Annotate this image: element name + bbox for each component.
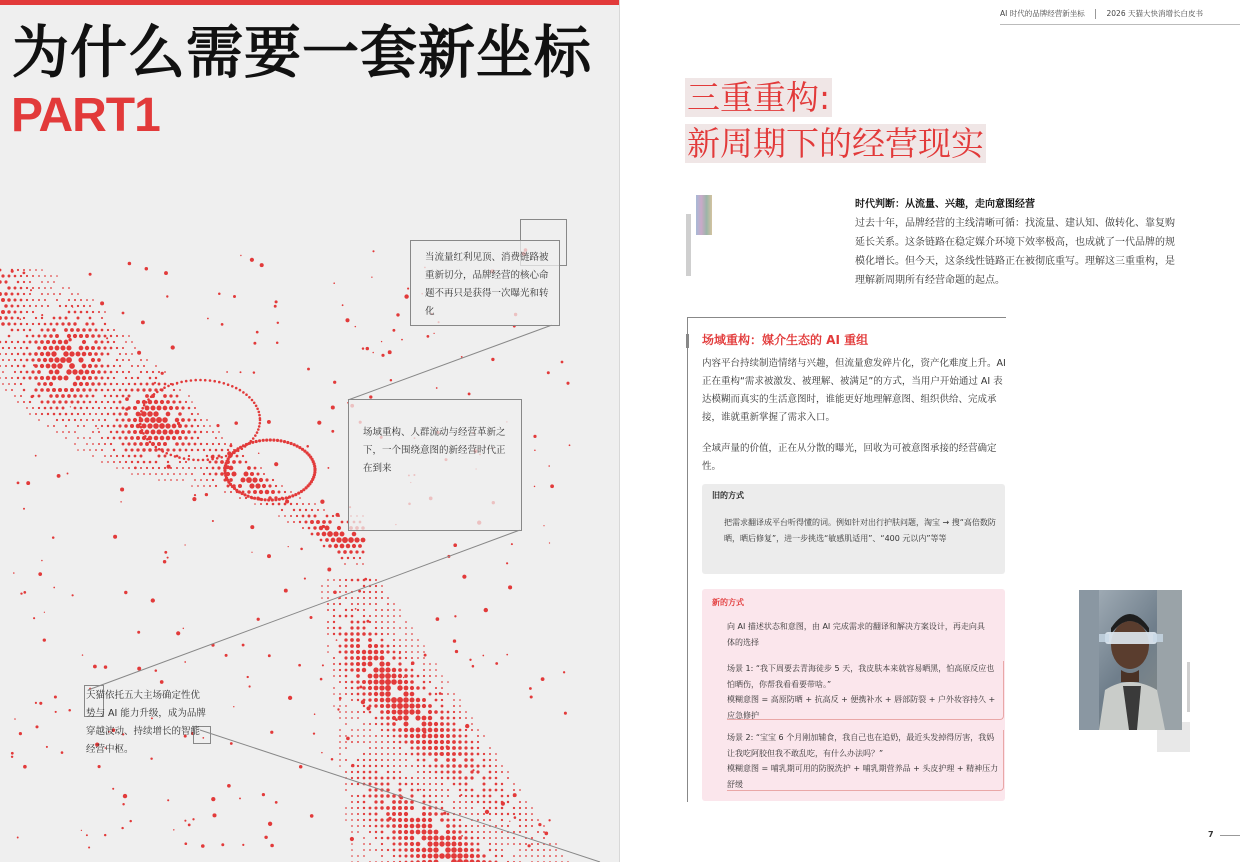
new-way-title: 新的方式 xyxy=(712,598,744,607)
section-frame-tick xyxy=(686,334,689,348)
new-way-intro: 向 AI 描述状态和意图，由 AI 完成需求的翻译和解决方案设计，再走向具体的选择 xyxy=(727,622,985,647)
body-paragraph-1: 内容平台持续制造情绪与兴趣，但流量愈发碎片化，资产化难度上升。AI 正在重构“需求被激发、被理解、被满足”的方式，当用户开始通过 AI 表达模糊而真实的生活意图时，谁能更好地理解意图、组织供给、完成承接，谁就重新掌握了需求入口。 xyxy=(702,358,1006,423)
decorative-grey-bar xyxy=(686,214,691,276)
photo-side-bar xyxy=(1187,662,1190,712)
header-separator xyxy=(1095,9,1096,19)
header-rule xyxy=(1000,24,1240,25)
callout-1 xyxy=(410,240,560,326)
sub-section-title: 场域重构：媒介生态的 AI 重组 xyxy=(702,333,869,347)
decorative-color-strip xyxy=(696,195,712,235)
intro-block xyxy=(855,195,1180,290)
running-header xyxy=(1000,8,1203,19)
callout-2 xyxy=(348,399,522,531)
page-number-rule xyxy=(1220,835,1240,836)
callout-1-text: 当流量红利见顶、消费链路被重新切分，品牌经营的核心命题不再只是获得一次曝光和转化 xyxy=(425,252,549,317)
part-label: PART1 xyxy=(11,89,160,142)
intro-body: 过去十年，品牌经营的主线清晰可循：找流量、建认知、做转化、靠复购延长关系。这条链路在稳定媒介环境下效率极高，也成就了一代品牌的规模化增长。但今天，这条线性链路正在被彻底重写。理解这三重重构，是理解新周期所有经营命题的起点。 xyxy=(855,218,1175,286)
scenario-2-intent: 模糊意图 = 哺乳期可用的防脱洗护 + 哺乳期营养品 + 头皮护理 + 精神压力舒缓 xyxy=(727,764,999,789)
section-title xyxy=(685,75,986,167)
callout-2-text: 场域重构、人群流动与经营革新之下，一个围绕意图的新经营时代正在到来 xyxy=(363,427,506,474)
scenario-1-quote: 场景 1: “我下周要去青海徒步 5 天，我皮肤本来就容易晒黑，怕高原反应也怕晒伤，你帮我看看要带啥。” xyxy=(727,664,995,689)
person-with-ar-glasses-photo xyxy=(1079,590,1182,730)
page-title: 为什么需要一套新坐标 xyxy=(12,20,592,86)
old-way-body: 把需求翻译成平台听得懂的词。例如针对出行护肤问题，淘宝 → 搜“高倍数防晒，晒后修复”，进一步挑选“敏感肌适用”、“400 元以内”等等 xyxy=(724,518,996,543)
scenario-2 xyxy=(727,730,1004,791)
scenario-1-intent: 模糊意图 = 高原防晒 + 抗高反 + 便携补水 + 唇部防裂 + 户外妆容持久 + 应急修护 xyxy=(727,695,996,720)
callout-3-text: 天猫依托五大主场确定性优势与 AI 能力升级，成为品牌穿越波动、持续增长的智能经营中枢。 xyxy=(86,690,206,755)
scenario-1 xyxy=(727,661,1004,720)
intro-heading: 时代判断：从流量、兴趣，走向意图经营 xyxy=(855,199,1035,210)
callout-3 xyxy=(86,687,208,759)
section-title-line1: 三重重构: xyxy=(687,78,831,117)
header-left: AI 时代的品牌经营新坐标 xyxy=(1000,9,1085,18)
lower-hand-dots xyxy=(321,579,569,862)
body-paragraph-2: 全域声量的价值，正在从分散的曝光，回收为可被意图承接的经营确定性。 xyxy=(702,443,997,472)
section-title-line2: 新周期下的经营现实 xyxy=(687,124,984,163)
upper-hand-dots xyxy=(0,269,365,565)
page-number: 7 xyxy=(1208,830,1214,839)
header-right: 2026 天猫大快消增长白皮书 xyxy=(1106,9,1203,18)
scenario-2-quote: 场景 2: “宝宝 6 个月刚加辅食，我自己也在追奶，最近头发掉得厉害，我妈让我吃阿胶但我不敢乱吃，有什么办法吗？” xyxy=(727,733,995,758)
leader-lines xyxy=(88,325,600,862)
old-way-title: 旧的方式 xyxy=(712,491,744,500)
